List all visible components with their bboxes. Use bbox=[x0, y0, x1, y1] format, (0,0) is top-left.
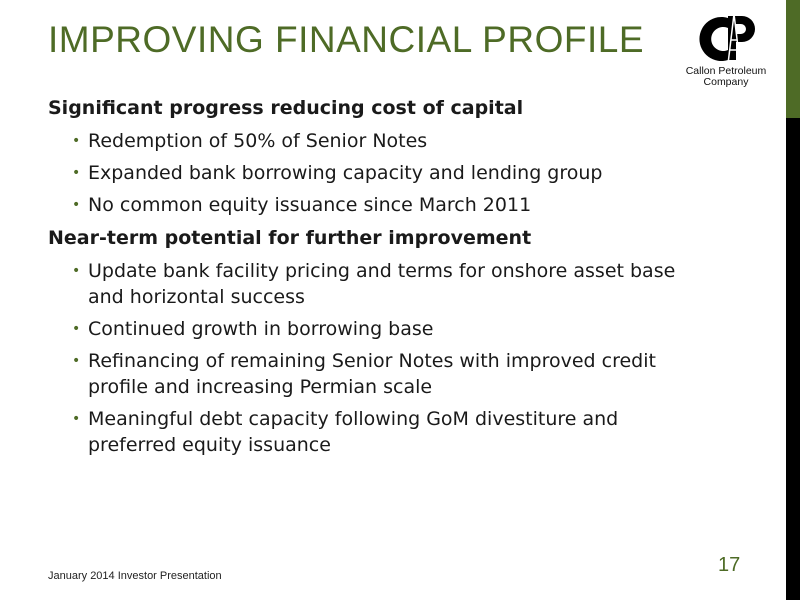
bullet-dot-icon: • bbox=[72, 321, 81, 337]
bullet-item bbox=[48, 128, 708, 154]
bullet-text: Refinancing of remaining Senior Notes with improved credit profile and increasing Permian scale bbox=[88, 350, 656, 398]
bullet-text: Meaningful debt capacity following GoM divestiture and preferred equity issuance bbox=[88, 408, 619, 456]
bullet-list bbox=[48, 128, 708, 218]
bullet-item bbox=[48, 160, 708, 186]
bullet-text: No common equity issuance since March 2011 bbox=[88, 194, 532, 216]
bullet-item bbox=[48, 192, 708, 218]
slide-title: IMPROVING FINANCIAL PROFILE bbox=[48, 19, 644, 60]
section-heading: Near-term potential for further improvement bbox=[48, 227, 532, 249]
bullet-text: Continued growth in borrowing base bbox=[88, 318, 434, 340]
bullet-text: Update bank facility pricing and terms for onshore asset base and horizontal success bbox=[88, 260, 676, 308]
logo-text-line1: Callon Petroleum bbox=[685, 65, 767, 77]
company-logo bbox=[676, 10, 776, 92]
bullet-dot-icon: • bbox=[72, 165, 81, 181]
bullet-item bbox=[48, 406, 708, 458]
bullet-text: Redemption of 50% of Senior Notes bbox=[88, 130, 428, 152]
slide-content bbox=[48, 94, 708, 464]
bullet-text: Expanded bank borrowing capacity and lending group bbox=[88, 162, 603, 184]
bullet-item bbox=[48, 348, 708, 400]
logo-text bbox=[676, 66, 776, 88]
bullet-dot-icon: • bbox=[72, 197, 81, 213]
bullet-dot-icon: • bbox=[72, 133, 81, 149]
section-heading: Significant progress reducing cost of capital bbox=[48, 97, 524, 119]
side-accent-bar-black bbox=[786, 118, 800, 600]
page-number: 17 bbox=[718, 554, 741, 576]
bullet-list bbox=[48, 258, 708, 458]
logo-text-line2: Company bbox=[703, 76, 749, 88]
bullet-item bbox=[48, 258, 708, 310]
callon-logo-icon bbox=[694, 10, 758, 68]
bullet-dot-icon: • bbox=[72, 263, 81, 279]
side-accent-bar-green bbox=[786, 0, 800, 118]
bullet-dot-icon: • bbox=[72, 411, 81, 427]
bullet-item bbox=[48, 316, 708, 342]
bullet-dot-icon: • bbox=[72, 353, 81, 369]
slide-footer: January 2014 Investor Presentation bbox=[48, 570, 222, 582]
